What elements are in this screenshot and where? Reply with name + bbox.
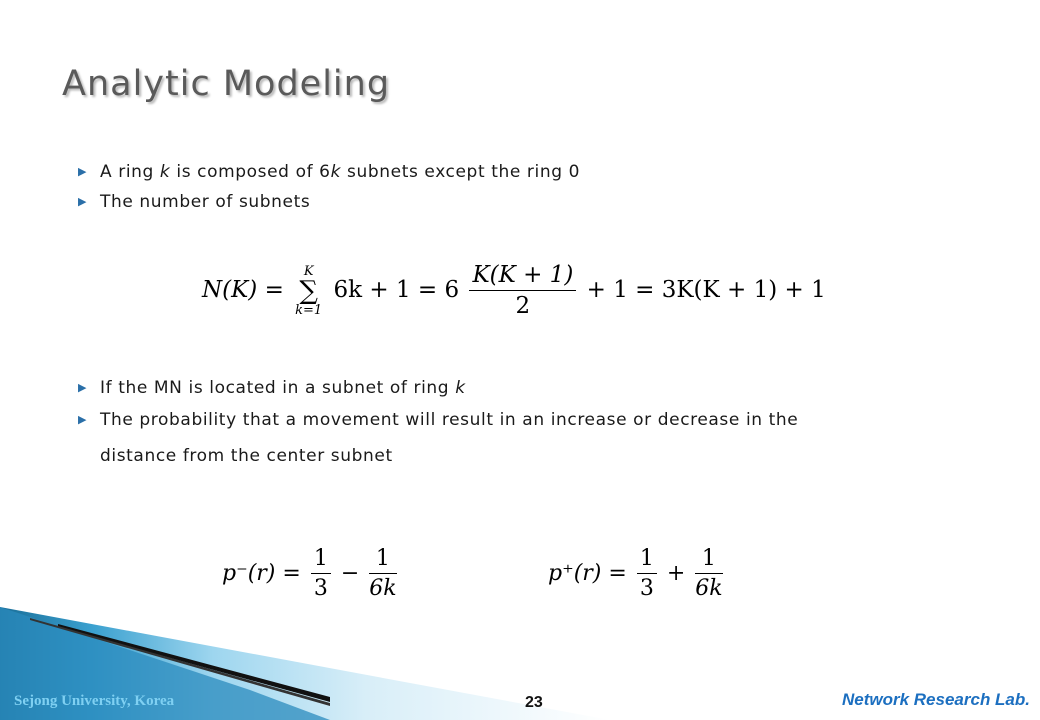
fraction: $\frac{K(K + 1)}{2}$ <box>469 262 576 320</box>
equation-number-of-subnets: N(K) = K ∑ k=1 6k + 1 = 6 $\frac{K(K + 1)}{2}$ + 1 = 3K(K + 1) + 1 <box>202 262 826 320</box>
slide-title: Analytic Modeling <box>62 64 391 104</box>
bullet-probability: ▶ The probability that a movement will result in an increase or decrease in the <box>78 402 798 438</box>
bullet-mn-location: ▶ If the MN is located in a subnet of ring k <box>78 370 466 406</box>
equation-p-plus: p⁺(r) = $\frac{1}{3}$ + $\frac{1}{6k}$ <box>548 546 723 602</box>
bullet-probability-continuation: distance from the center subnet <box>100 446 393 466</box>
bullet-ring-composition: ▶ A ring k is composed of 6k subnets except the ring 0 <box>78 154 580 190</box>
footer-lab-name: Network Research Lab. <box>841 690 1030 709</box>
bullet-arrow-icon: ▶ <box>78 381 88 394</box>
bullet-number-of-subnets: ▶ The number of subnets <box>78 184 310 220</box>
bullet-arrow-icon: ▶ <box>78 413 88 426</box>
page-number: 23 <box>525 694 543 711</box>
equation-p-minus: p⁻(r) = $\frac{1}{3}$ − $\frac{1}{6k}$ <box>222 546 397 602</box>
bullet-arrow-icon: ▶ <box>78 165 88 178</box>
bullet-arrow-icon: ▶ <box>78 195 88 208</box>
summation: K ∑ k=1 <box>295 263 323 318</box>
footer-university: Sejong University, Korea <box>14 693 175 709</box>
